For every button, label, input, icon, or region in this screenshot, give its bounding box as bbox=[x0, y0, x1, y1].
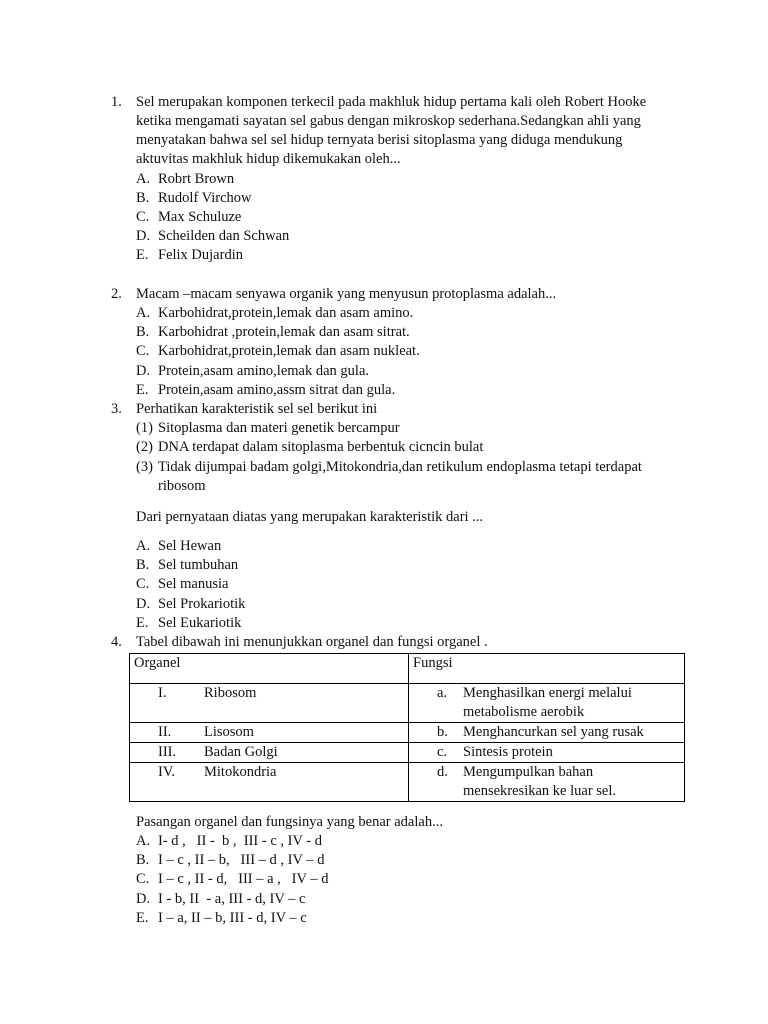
option-text: Sel Prokariotik bbox=[158, 596, 246, 612]
option-text: I – c , II - d, III – a , IV – d bbox=[158, 871, 329, 887]
question-prompt: Pasangan organel dan fungsinya yang benar adalah... bbox=[136, 814, 443, 830]
fungsi-line: metabolisme aerobik bbox=[463, 704, 585, 720]
option-letter: A. bbox=[136, 305, 151, 321]
option-letter: D. bbox=[136, 363, 151, 379]
option-text: Sel tumbuhan bbox=[158, 557, 239, 573]
question-text-line: Sel merupakan komponen terkecil pada makhluk hidup pertama kali oleh Robert Hooke bbox=[136, 94, 647, 110]
question-number: 1. bbox=[111, 94, 122, 110]
option-text: Robrt Brown bbox=[158, 171, 235, 187]
option-letter: A. bbox=[136, 833, 151, 849]
statement-label: (2) bbox=[136, 439, 153, 455]
table-row bbox=[130, 743, 685, 763]
option-text: I- d , II - b , III - c , IV - d bbox=[158, 833, 323, 849]
option-letter: B. bbox=[136, 557, 150, 573]
option-letter: A. bbox=[136, 171, 151, 187]
roman-numeral: I. bbox=[158, 685, 167, 701]
option-text: Sel manusia bbox=[158, 576, 229, 592]
question-number: 4. bbox=[111, 634, 122, 650]
organel-name: Mitokondria bbox=[204, 764, 277, 780]
question-text-line: ketika mengamati sayatan sel gabus dengan mikroskop sederhana.Sedangkan ahli yang bbox=[136, 113, 641, 129]
option-letter: A. bbox=[136, 538, 151, 554]
option-letter: B. bbox=[136, 190, 150, 206]
question-text: Tabel dibawah ini menunjukkan organel dan fungsi organel . bbox=[136, 634, 488, 650]
roman-numeral: II. bbox=[158, 724, 172, 740]
question-text: Perhatikan karakteristik sel sel berikut ini bbox=[136, 401, 378, 417]
organel-cell bbox=[130, 743, 409, 763]
table-header-cell bbox=[130, 654, 409, 684]
table-header-cell bbox=[409, 654, 685, 684]
organel-table bbox=[129, 653, 685, 802]
organel-cell bbox=[130, 684, 409, 723]
option-letter: B. bbox=[136, 324, 150, 340]
statement-label: (1) bbox=[136, 420, 153, 436]
fungsi-text: Sintesis protein bbox=[463, 744, 553, 760]
option-text: Protein,asam amino,lemak dan gula. bbox=[158, 363, 370, 379]
fungsi-line: Mengumpulkan bahan bbox=[463, 764, 594, 780]
option-text: Karbohidrat ,protein,lemak dan asam sitrat. bbox=[158, 324, 410, 340]
table-row bbox=[130, 723, 685, 743]
organel-name: Badan Golgi bbox=[204, 744, 278, 760]
fungsi-letter: d. bbox=[437, 764, 448, 780]
fungsi-cell bbox=[409, 723, 685, 743]
option-letter: D. bbox=[136, 228, 151, 244]
statement-text: Tidak dijumpai badam golgi,Mitokondria,dan retikulum endoplasma tetapi terdapat bbox=[158, 459, 642, 475]
option-text: Protein,asam amino,assm sitrat dan gula. bbox=[158, 382, 396, 398]
option-text: Karbohidrat,protein,lemak dan asam nukleat. bbox=[158, 343, 420, 359]
question-number: 2. bbox=[111, 286, 122, 302]
statement-text: Sitoplasma dan materi genetik bercampur bbox=[158, 420, 400, 436]
option-letter: B. bbox=[136, 852, 150, 868]
fungsi-text: Menghancurkan sel yang rusak bbox=[463, 724, 644, 740]
option-letter: C. bbox=[136, 871, 150, 887]
option-letter: E. bbox=[136, 382, 149, 398]
organel-cell bbox=[130, 723, 409, 743]
option-text: Scheilden dan Schwan bbox=[158, 228, 290, 244]
organel-name: Lisosom bbox=[204, 724, 254, 740]
option-text: Rudolf Virchow bbox=[158, 190, 252, 206]
question-number: 3. bbox=[111, 401, 122, 417]
fungsi-cell bbox=[409, 684, 685, 723]
question-text: Macam –macam senyawa organik yang menyusun protoplasma adalah... bbox=[136, 286, 557, 302]
statement-text: DNA terdapat dalam sitoplasma berbentuk cicncin bulat bbox=[158, 439, 484, 455]
option-letter: C. bbox=[136, 343, 150, 359]
fungsi-line: Menghasilkan energi melalui bbox=[463, 685, 632, 701]
option-text: Max Schuluze bbox=[158, 209, 242, 225]
table-header-row bbox=[130, 654, 685, 684]
option-text: Sel Eukariotik bbox=[158, 615, 242, 631]
fungsi-letter: c. bbox=[437, 744, 448, 760]
fungsi-letter: a. bbox=[437, 685, 448, 701]
option-letter: E. bbox=[136, 910, 149, 926]
organel-name: Ribosom bbox=[204, 685, 257, 701]
table-row bbox=[130, 684, 685, 723]
header-fungsi: Fungsi bbox=[413, 655, 453, 671]
fungsi-cell bbox=[409, 743, 685, 763]
option-text: Sel Hewan bbox=[158, 538, 222, 554]
option-text: I - b, II - a, III - d, IV – c bbox=[158, 891, 306, 907]
option-letter: E. bbox=[136, 615, 149, 631]
option-text: I – a, II – b, III - d, IV – c bbox=[158, 910, 307, 926]
option-letter: C. bbox=[136, 209, 150, 225]
question-text-line: menyatakan bahwa sel sel hidup ternyata berisi sitoplasma yang diduga mendukung bbox=[136, 132, 623, 148]
fungsi-text bbox=[463, 684, 678, 722]
fungsi-text bbox=[463, 763, 678, 801]
statement-label: (3) bbox=[136, 459, 153, 475]
statement-text-continued: ribosom bbox=[158, 478, 206, 494]
option-text: Felix Dujardin bbox=[158, 247, 243, 263]
question-text-line: aktuvitas makhluk hidup dikemukakan oleh... bbox=[136, 151, 401, 167]
option-letter: C. bbox=[136, 576, 150, 592]
roman-numeral: III. bbox=[158, 744, 177, 760]
fungsi-letter: b. bbox=[437, 724, 448, 740]
table-row bbox=[130, 763, 685, 802]
header-organel: Organel bbox=[134, 655, 181, 671]
option-letter: E. bbox=[136, 247, 149, 263]
option-text: Karbohidrat,protein,lemak dan asam amino. bbox=[158, 305, 414, 321]
option-text: I – c , II – b, III – d , IV – d bbox=[158, 852, 325, 868]
option-letter: D. bbox=[136, 891, 151, 907]
fungsi-line: mensekresikan ke luar sel. bbox=[463, 783, 617, 799]
roman-numeral: IV. bbox=[158, 764, 176, 780]
organel-cell bbox=[130, 763, 409, 802]
option-letter: D. bbox=[136, 596, 151, 612]
question-prompt: Dari pernyataan diatas yang merupakan karakteristik dari ... bbox=[136, 509, 484, 525]
fungsi-cell bbox=[409, 763, 685, 802]
